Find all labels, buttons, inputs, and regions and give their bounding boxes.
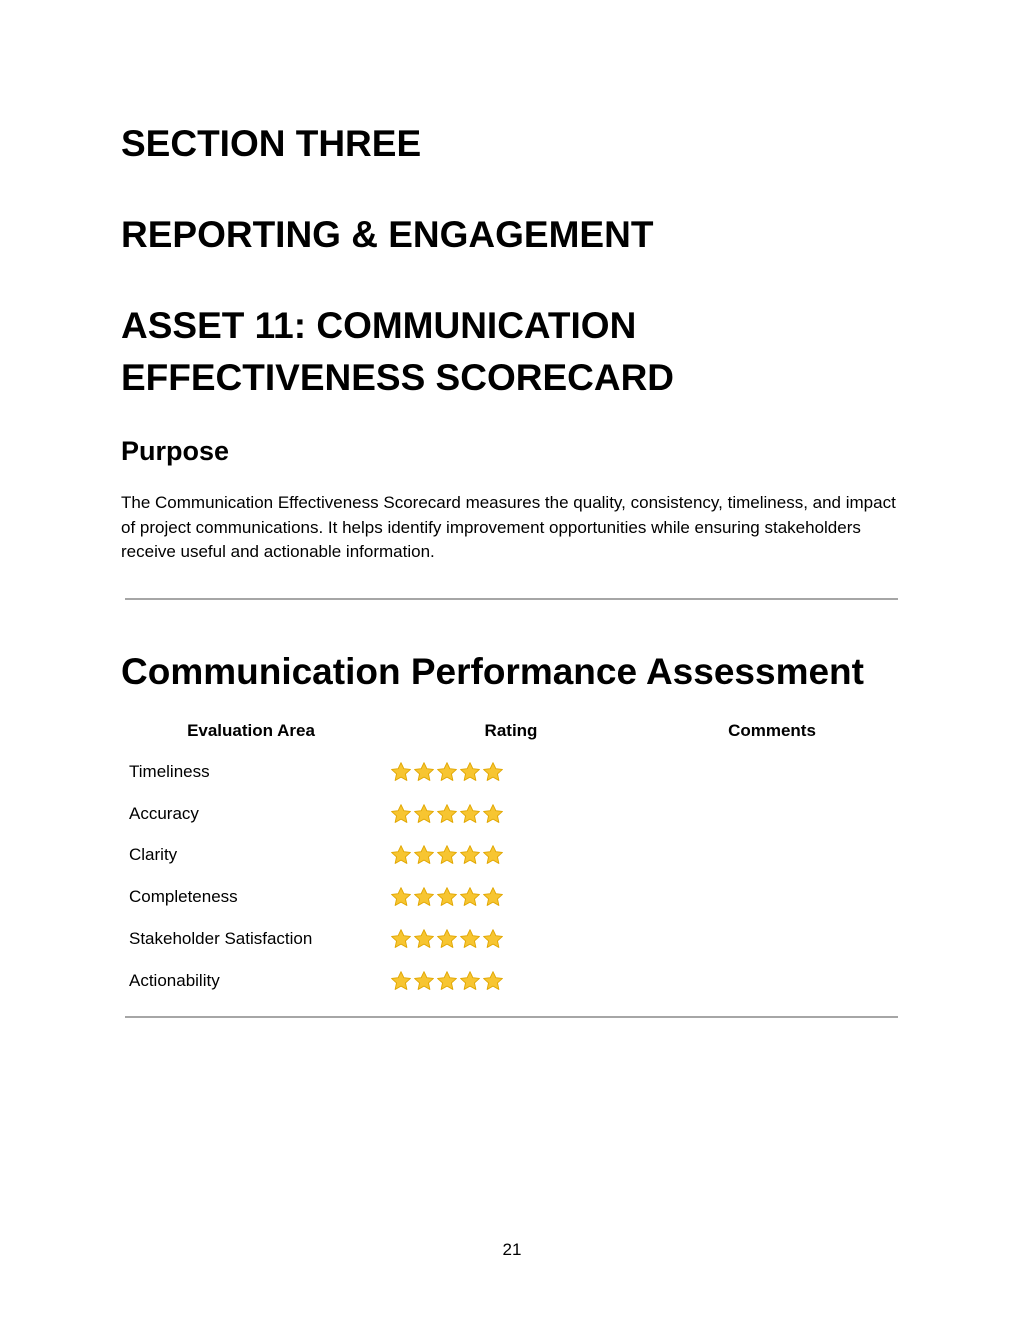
- rating-cell: [381, 844, 641, 866]
- table-row: [121, 960, 903, 1002]
- asset-title: [121, 300, 674, 404]
- star-icon: [482, 970, 504, 992]
- assessment-table: [121, 716, 903, 1002]
- table-row: [121, 835, 903, 877]
- star-icon: [482, 928, 504, 950]
- horizontal-rule: [125, 598, 898, 600]
- star-icon: [459, 970, 481, 992]
- rating-cell: [381, 803, 641, 825]
- star-icon: [390, 844, 412, 866]
- column-header-evaluation-area: Evaluation Area: [187, 721, 315, 740]
- evaluation-area-cell: Completeness: [129, 887, 238, 907]
- rating-cell: [381, 928, 641, 950]
- evaluation-area-cell: Timeliness: [129, 761, 210, 781]
- assessment-heading: Communication Performance Assessment: [121, 651, 864, 692]
- table-row: [121, 876, 903, 918]
- table-body: [121, 751, 903, 1002]
- star-icon: [413, 886, 435, 908]
- star-icon: [459, 928, 481, 950]
- star-icon: [436, 803, 458, 825]
- star-icon: [482, 761, 504, 783]
- evaluation-area-cell: Clarity: [129, 845, 178, 865]
- star-icon: [390, 761, 412, 783]
- star-icon: [436, 844, 458, 866]
- star-icon: [390, 928, 412, 950]
- asset-title-line-1: ASSET 11: COMMUNICATION: [121, 305, 637, 346]
- rating-cell: [381, 761, 641, 783]
- star-icon: [459, 886, 481, 908]
- column-header-comments: Comments: [728, 721, 816, 740]
- star-icon: [436, 928, 458, 950]
- asset-title-line-2: EFFECTIVENESS SCORECARD: [121, 357, 675, 398]
- star-icon: [390, 970, 412, 992]
- star-icon: [459, 803, 481, 825]
- star-icon: [390, 803, 412, 825]
- star-icon: [482, 886, 504, 908]
- evaluation-area-cell: Stakeholder Satisfaction: [129, 929, 313, 949]
- star-icon: [413, 844, 435, 866]
- star-icon: [390, 886, 412, 908]
- rating-cell: [381, 970, 641, 992]
- star-icon: [413, 970, 435, 992]
- evaluation-area-cell: Actionability: [129, 970, 220, 990]
- table-row: [121, 793, 903, 835]
- section-title: SECTION THREE: [121, 123, 422, 164]
- evaluation-area-cell: Accuracy: [129, 803, 199, 823]
- star-icon: [413, 803, 435, 825]
- star-icon: [459, 844, 481, 866]
- table-header: [121, 716, 903, 746]
- rating-cell: [381, 886, 641, 908]
- star-icon: [482, 803, 504, 825]
- purpose-paragraph: The Communication Effectiveness Scorecard measures the quality, consistency, timeliness, and impact of project communications. It helps identify improvement opportunities while ensuring stakeholders receive useful and actionable information.: [121, 493, 896, 561]
- table-row: [121, 918, 903, 960]
- star-icon: [436, 886, 458, 908]
- column-header-rating: Rating: [484, 721, 538, 740]
- chapter-title: REPORTING & ENGAGEMENT: [121, 214, 654, 255]
- star-icon: [413, 928, 435, 950]
- star-icon: [482, 844, 504, 866]
- star-icon: [436, 970, 458, 992]
- horizontal-rule: [125, 1016, 898, 1018]
- table-row: [121, 751, 903, 793]
- star-icon: [436, 761, 458, 783]
- page-number: 21: [502, 1240, 522, 1259]
- star-icon: [413, 761, 435, 783]
- purpose-heading: Purpose: [121, 436, 230, 466]
- star-icon: [459, 761, 481, 783]
